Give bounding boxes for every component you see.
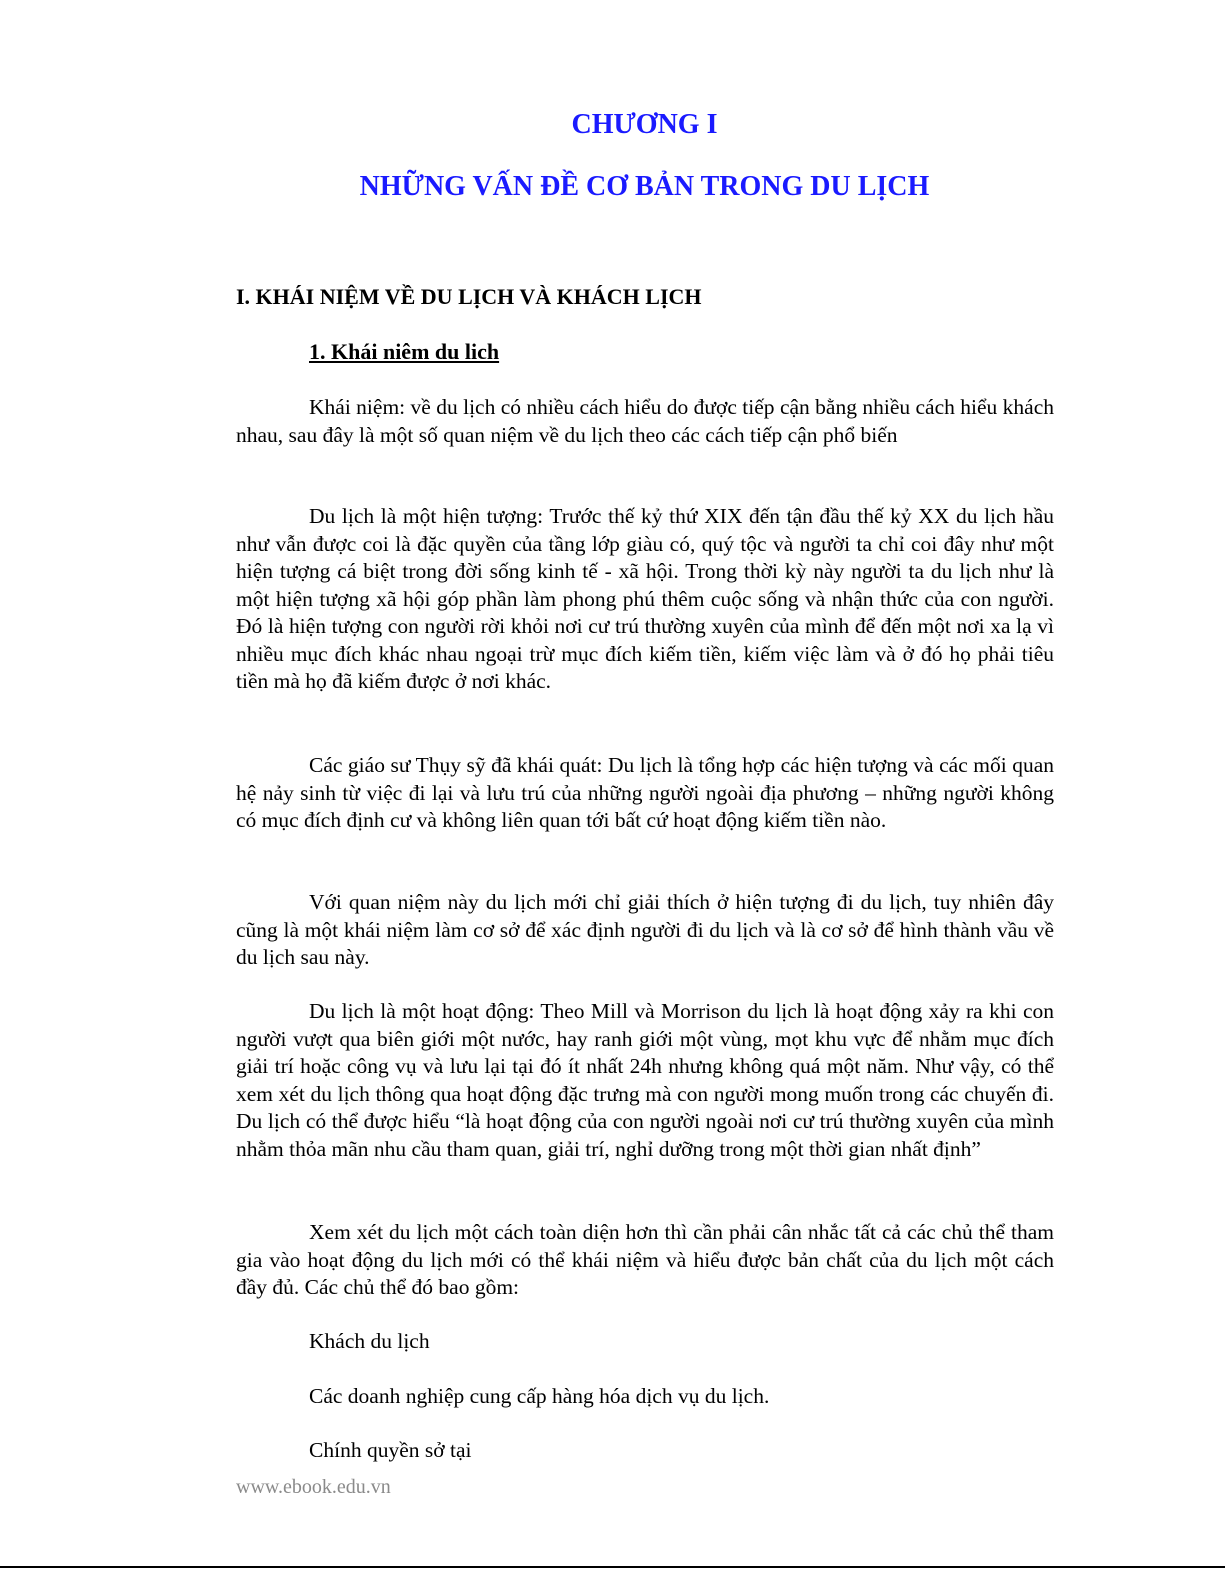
chapter-title: NHỮNG VẤN ĐỀ CƠ BẢN TRONG DU LỊCH: [359, 171, 930, 202]
subsection-heading: 1. Khái niêm du lich: [309, 339, 500, 364]
paragraph-tourism-phenomenon: Du lịch là một hiện tượng: Trước thế kỷ thứ XIX đến tận đầu thế kỷ XX du lịch hầu như vẫn được coi là đặc quyền của tầng lớp giàu có, quý tộc và người ta chỉ coi đây như một hiện tượng cá biệt trong đời sống kinh tế - xã hội. Trong thời kỳ này người ta du lịch như là một hiện tượng xã hội góp phần làm phong phú thêm cuộc sống và nhận thức của con người. Đó là hiện tượng con người rời khỏi nơi cư trú thường xuyên của mình để đến một nơi xa lạ vì nhiều mục đích khác nhau ngoại trừ mục đích kiếm tiền, kiếm việc làm và ở đó họ phải tiêu tiền mà họ đã kiếm được ở nơi khác.: [236, 504, 1054, 693]
paragraph-concept-intro: Khái niệm: về du lịch có nhiều cách hiểu do được tiếp cận bằng nhiều cách hiểu khách nhau, sau đây là một số quan niệm về du lịch theo các cách tiếp cận phổ biến: [236, 395, 1054, 447]
paragraph-tourism-activity: Du lịch là một hoạt động: Theo Mill và Morrison du lịch là hoạt động xảy ra khi con người vượt qua biên giới một nước, hay ranh giới một vùng, mọt khu vực để nhằm mục đích giải trí hoặc công vụ và lưu lại tại đó ít nhất 24h nhưng không quá một năm. Như vậy, có thể xem xét du lịch thông qua hoạt động đặc trưng mà con người mong muốn trong các chuyến đi. Du lịch có thể được hiểu “là hoạt động của con người ngoài nơi cư trú thường xuyên của mình nhằm thỏa mãn nhu cầu tham quan, giải trí, nghỉ dưỡng trong một thời gian nhất định”: [236, 999, 1054, 1161]
paragraph-concept-explanation: Với quan niệm này du lịch mới chỉ giải thích ở hiện tượng đi du lịch, tuy nhiên đây cũng là một khái niệm làm cơ sở để xác định người đi du lịch và là cơ sở để hình thành vầu về du lịch sau này.: [236, 890, 1054, 969]
section-heading: I. KHÁI NIỆM VỀ DU LỊCH VÀ KHÁCH LỊCH: [236, 284, 702, 309]
chapter-number: CHƯƠNG I: [571, 109, 718, 140]
footer-watermark: www.ebook.edu.vn: [236, 1476, 391, 1498]
page-bottom-divider: [0, 1566, 1225, 1568]
list-item: Các doanh nghiệp cung cấp hàng hóa dịch vụ du lịch.: [309, 1384, 770, 1408]
paragraph-comprehensive-view: Xem xét du lịch một cách toàn diện hơn thì cần phải cân nhắc tất cả các chủ thể tham gia vào hoạt động du lịch mới có thể khái niệm và hiểu được bản chất của du lịch một cách đầy đủ. Các chủ thể đó bao gồm:: [236, 1220, 1054, 1299]
list-item: Khách du lịch: [309, 1329, 430, 1353]
list-item: Chính quyền sở tại: [309, 1438, 472, 1462]
paragraph-swiss-professors: Các giáo sư Thụy sỹ đã khái quát: Du lịch là tổng hợp các hiện tượng và các mối quan hệ nảy sinh từ việc đi lại và lưu trú của những người ngoài địa phương – những người không có mục đích định cư và không liên quan tới bất cứ hoạt động kiếm tiền nào.: [236, 753, 1054, 832]
